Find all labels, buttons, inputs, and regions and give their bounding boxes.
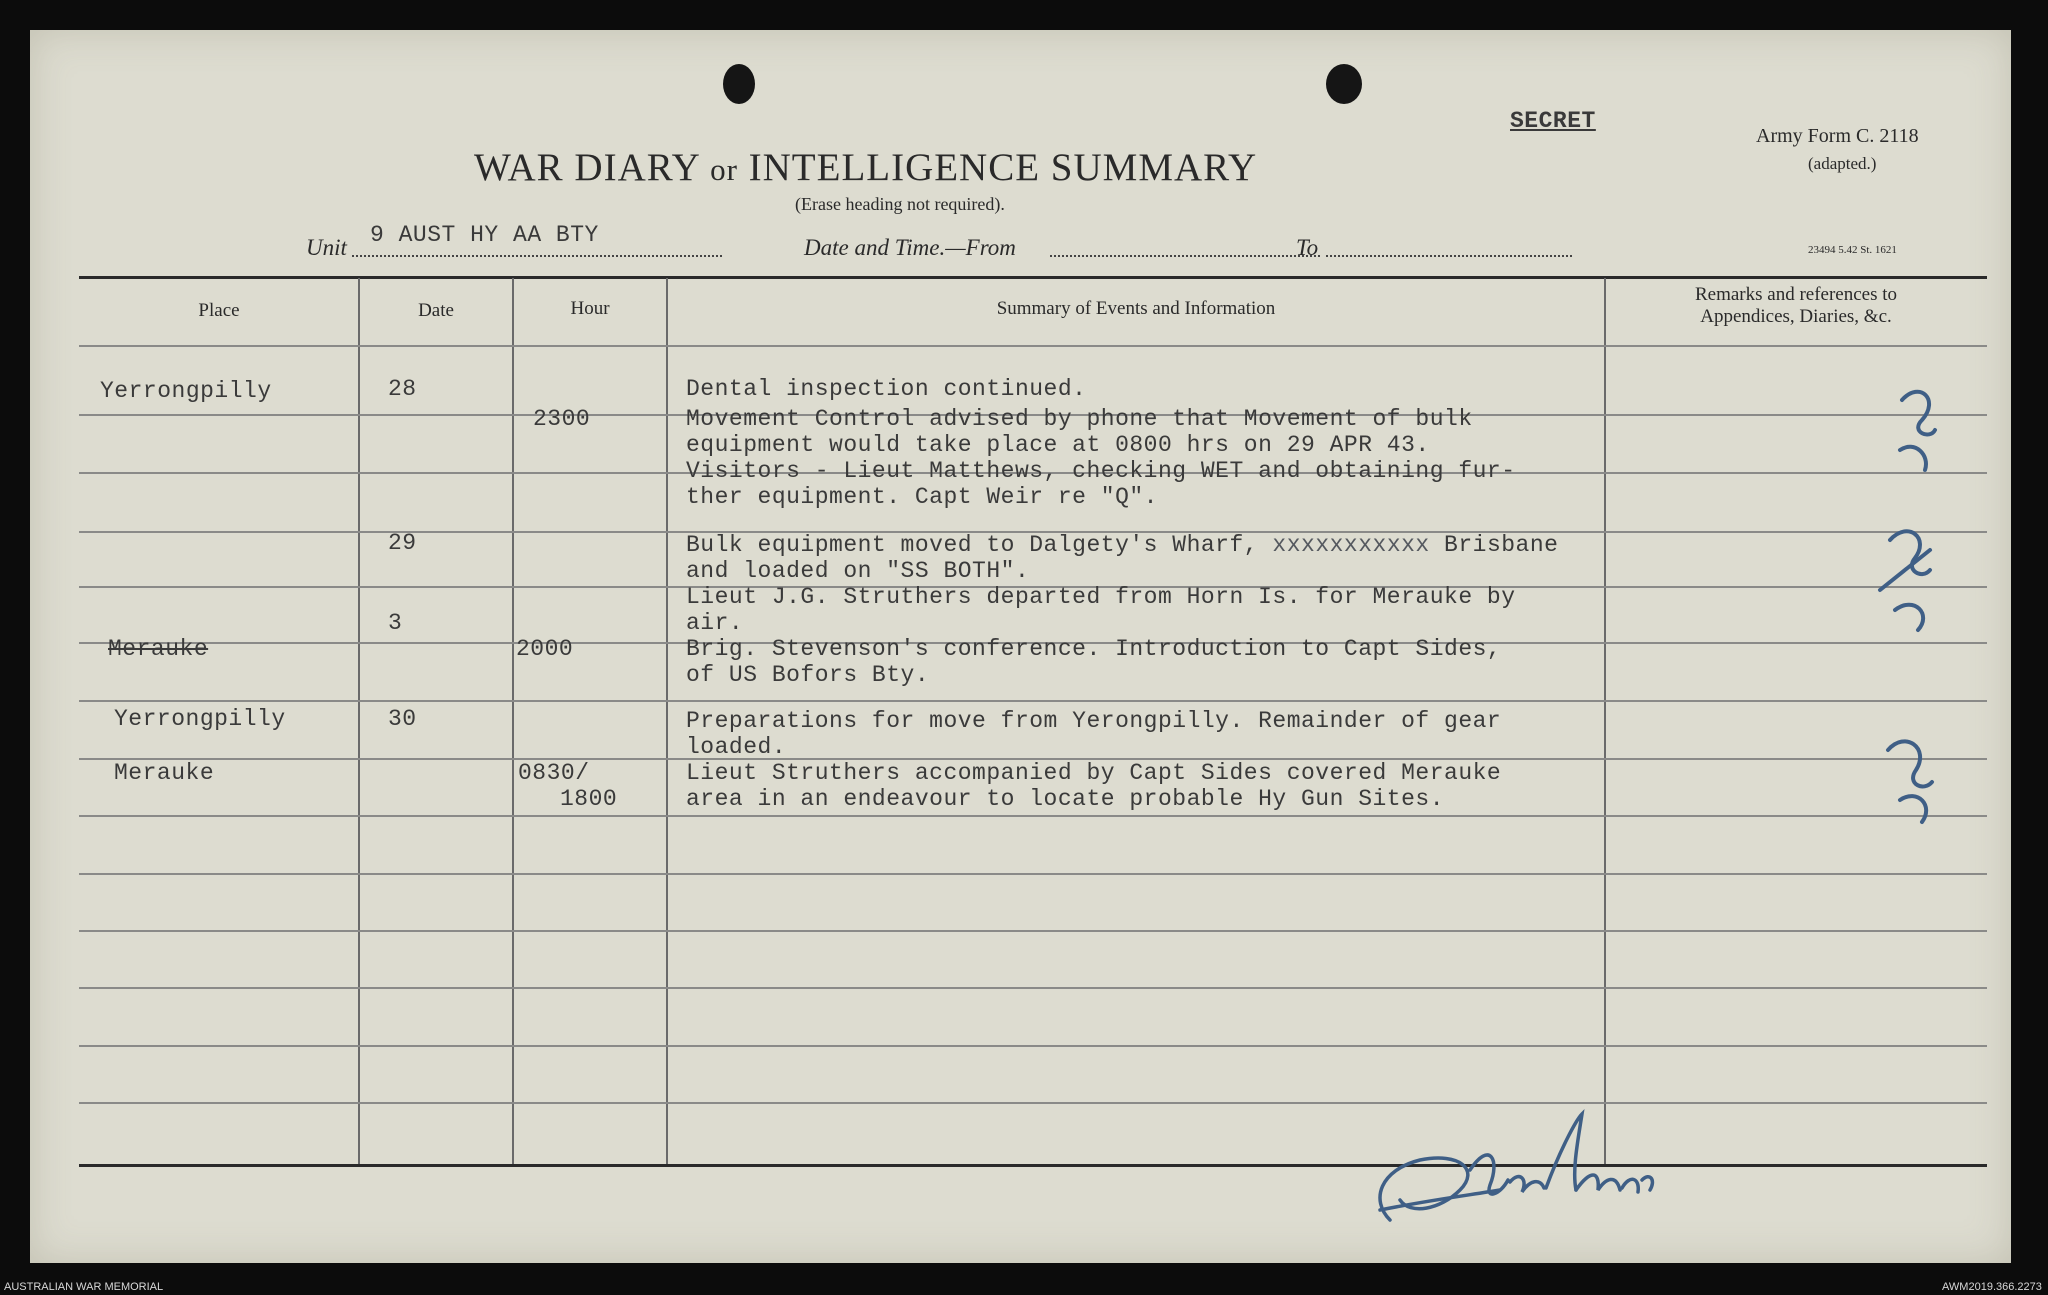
ruled-line — [79, 930, 1987, 932]
to-underline — [1326, 255, 1572, 257]
unit-label: Unit — [306, 235, 347, 260]
unit-underline — [352, 255, 722, 257]
form-number: Army Form C. 2118 — [1756, 125, 1919, 147]
to-label: To — [1296, 235, 1319, 260]
remarks-header-line1: Remarks and references to — [1694, 284, 1898, 305]
summary-text: Bulk equipment moved to Dalgety's Wharf, — [686, 532, 1259, 558]
entry-date: 29 — [388, 530, 417, 556]
entry-date: 30 — [388, 706, 417, 732]
entry-hour: 2000 — [516, 636, 574, 662]
entry-summary-line — [686, 532, 1558, 558]
entry-place: Yerrongpilly — [114, 706, 286, 732]
page-title — [474, 145, 1257, 190]
entry-summary-line: Movement Control advised by phone that Movement of bulk — [686, 406, 1473, 432]
date-time-label: Date and Time.—From — [804, 235, 1016, 260]
entry-summary-line: air. — [686, 610, 744, 636]
ruled-line — [79, 1045, 1987, 1047]
entry-summary-line: loaded. — [686, 734, 787, 760]
entry-summary-line: Lieut J.G. Struthers departed from Horn Is. for Merauke by — [686, 584, 1516, 610]
struck-out-text: xxxxxxxxxxx — [1272, 532, 1430, 558]
from-underline — [1050, 255, 1320, 257]
column-divider — [512, 278, 514, 1164]
entry-summary-line: Lieut Struthers accompanied by Capt Sides covered Merauke — [686, 760, 1502, 786]
col-header-date: Date — [418, 300, 454, 321]
col-header-remarks — [1606, 284, 1986, 328]
entry-summary-line: and loaded on "SS BOTH". — [686, 558, 1030, 584]
ruled-line — [79, 700, 1987, 702]
entry-date: 3 — [388, 610, 403, 636]
entry-summary-line: Brig. Stevenson's conference. Introduction to Capt Sides, — [686, 636, 1502, 662]
form-adapted: (adapted.) — [1808, 154, 1877, 173]
ruled-line — [79, 873, 1987, 875]
entry-hour: 2300 — [533, 406, 591, 432]
table-top-rule — [79, 276, 1987, 279]
col-header-summary: Summary of Events and Information — [996, 298, 1276, 319]
page-subtitle: (Erase heading not required). — [795, 194, 1005, 214]
unit-value: 9 AUST HY AA BTY — [370, 222, 599, 248]
handwritten-initials — [1860, 360, 2000, 840]
entry-date: 28 — [388, 376, 417, 402]
remarks-header-line2: Appendices, Diaries, &c. — [1700, 306, 1892, 327]
entry-summary-line: area in an endeavour to locate probable Hy Gun Sites. — [686, 786, 1445, 812]
title-part2: INTELLIGENCE SUMMARY — [748, 146, 1258, 189]
column-divider — [666, 278, 668, 1164]
title-or: or — [710, 152, 738, 187]
title-part1: WAR DIARY — [474, 146, 700, 189]
entry-hour: 0830/ — [518, 760, 590, 786]
classification-stamp: SECRET — [1510, 108, 1596, 134]
footer-right: AWM2019.366.2273 — [1942, 1281, 2042, 1293]
entry-summary-line: Dental inspection continued. — [686, 376, 1087, 402]
ruled-line — [79, 987, 1987, 989]
signature — [1350, 1100, 1730, 1250]
col-header-hour: Hour — [570, 298, 610, 319]
summary-text: Brisbane — [1444, 532, 1559, 558]
ruled-line — [79, 815, 1987, 817]
column-divider — [358, 278, 360, 1164]
entry-summary-line: of US Bofors Bty. — [686, 662, 930, 688]
entry-hour: 1800 — [560, 786, 618, 812]
print-code: 23494 5.42 St. 1621 — [1808, 244, 1897, 256]
entry-summary-line: Visitors - Lieut Matthews, checking WET and obtaining fur- — [686, 458, 1516, 484]
column-divider — [1604, 278, 1606, 1164]
entry-summary-line: equipment would take place at 0800 hrs on 29 APR 43. — [686, 432, 1430, 458]
punch-hole-left — [723, 64, 755, 104]
entry-summary-line: Preparations for move from Yerongpilly. Remainder of gear — [686, 708, 1502, 734]
entry-place: Merauke — [114, 760, 215, 786]
ruled-line — [79, 345, 1987, 347]
entry-place: Yerrongpilly — [100, 378, 272, 404]
entry-place: Merauke — [108, 636, 209, 662]
footer-left: AUSTRALIAN WAR MEMORIAL — [4, 1281, 164, 1293]
col-header-place: Place — [198, 300, 240, 321]
war-diary-page — [30, 30, 2011, 1263]
punch-hole-right — [1326, 64, 1362, 104]
entry-summary-line: ther equipment. Capt Weir re "Q". — [686, 484, 1158, 510]
